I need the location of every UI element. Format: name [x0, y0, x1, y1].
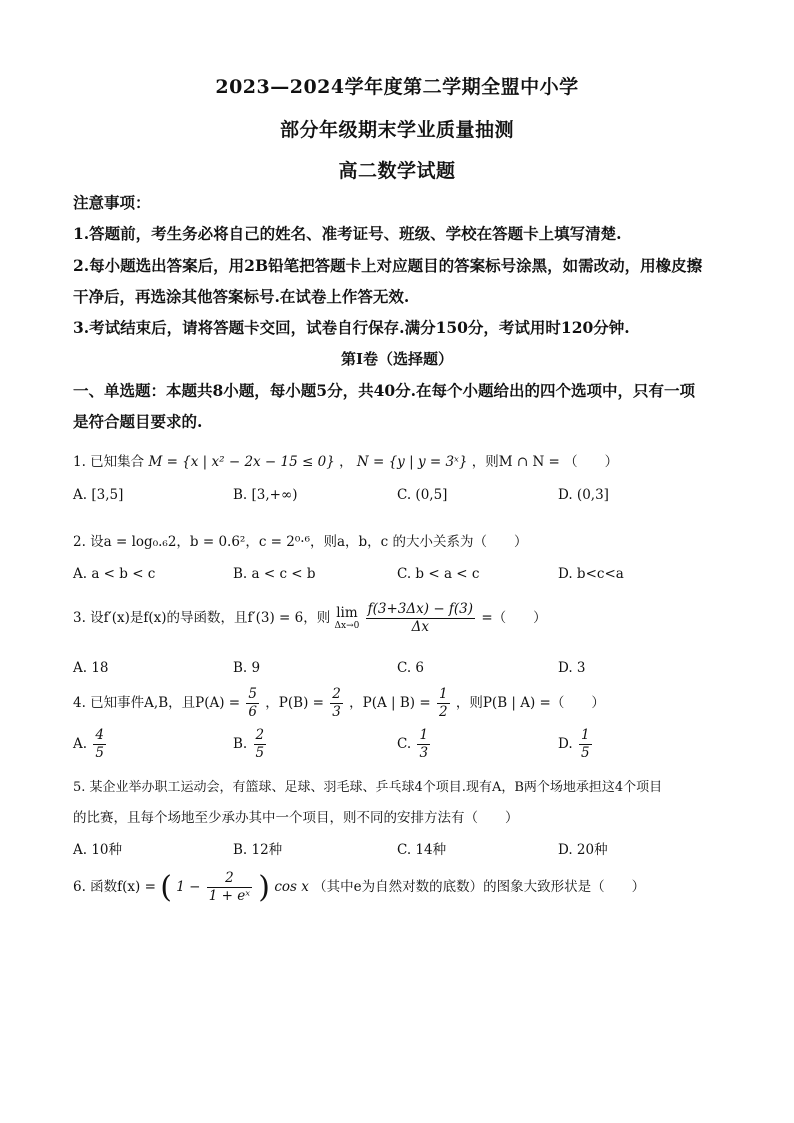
q4-pa-numerator: 5 [248, 686, 257, 702]
q4-pab-numerator: 1 [438, 686, 448, 702]
question-5-stem-b: 的比赛，且每个场地至少承办其中一个项目，则不同的安排方法有（ ） [73, 810, 519, 826]
question-4-stem [73, 686, 733, 721]
q4-option-d-denominator: 5 [580, 745, 590, 761]
notice-item-2b: 干净后，再选涂其他答案标号.在试卷上作答无效. [73, 287, 410, 306]
q6-prefix: 6. 函数f(x) = [73, 879, 156, 895]
q4-option-d-numerator: 1 [580, 727, 590, 743]
q1-option-a: A. [3,5] [73, 487, 124, 503]
q1-option-b: B. [3,+∞) [233, 487, 298, 503]
q4-option-d [558, 727, 594, 762]
notice-heading: 注意事项： [73, 193, 151, 212]
q3-option-b: B. 9 [233, 660, 261, 676]
question-1-stem [73, 450, 733, 470]
q2-option-d: D. b<c<a [558, 566, 624, 582]
q4-option-c [397, 727, 432, 762]
notice-item-3: 3.考试结束后，请将答题卡交回，试卷自行保存.满分150分，考试用时120分钟. [73, 318, 630, 337]
q3-option-a: A. 18 [73, 660, 109, 676]
q1-suffix: ，则M ∩ N = （ ） [471, 454, 619, 470]
q4-prefix: 4. 已知事件A,B，且P(A) = [73, 695, 241, 711]
q2-option-c: C. b < a < c [397, 566, 480, 582]
q4-pa-fraction [246, 686, 259, 721]
q2-option-b: B. a < c < b [233, 566, 316, 582]
q4-option-a-fraction [93, 727, 106, 762]
q4-pab-denominator: 2 [438, 704, 448, 720]
q3-fraction [366, 601, 475, 636]
q4-option-b [233, 727, 268, 762]
q4-option-b-fraction [254, 727, 267, 762]
q4-option-c-numerator: 1 [419, 727, 429, 743]
notice-item-2a: 2.每小题选出答案后，用2B铅笔把答题卡上对应题目的答案标号涂黑，如需改动，用橡皮擦 [73, 256, 703, 275]
q3-fraction-numerator: f(3+3Δx) − f(3) [367, 601, 474, 617]
exam-title-line-3: 高二数学试题 [338, 160, 456, 182]
q3-limit-word: lim [336, 605, 358, 621]
q6-paren-close: ) [258, 870, 271, 905]
q6-one-minus: 1 − [176, 879, 201, 895]
q4-option-d-label: D. [558, 736, 573, 752]
question-2-stem: 2. 设a = log₀.₆2，b = 0.6²，c = 2⁰·⁶，则a，b，c 的大小关系为（ ） [73, 534, 528, 550]
q1-set-n: N = {y | y = 3ˣ} [356, 454, 468, 470]
q6-suffix: （其中e为自然对数的底数）的图象大致形状是（ ） [313, 879, 646, 895]
q4-suffix: ，则P(B | A) =（ ） [455, 695, 605, 711]
q4-mid-1: ，P(B) = [265, 695, 324, 711]
q4-option-b-label: B. [233, 736, 248, 752]
q4-pab-fraction [437, 686, 450, 721]
section-instructions-a: 一、单选题：本题共8小题，每小题5分，共40分.在每个小题给出的四个选项中，只有一项 [73, 381, 696, 400]
q6-fraction [207, 870, 252, 905]
q6-cos: cos x [274, 879, 309, 895]
exam-title-line-2: 部分年级期末学业质量抽测 [279, 119, 514, 141]
section-title: 第Ⅰ卷（选择题） [340, 350, 454, 368]
q4-pb-denominator: 3 [332, 704, 341, 720]
notice-item-1: 1.答题前，考生务必将自己的姓名、准考证号、班级、学校在答题卡上填写清楚. [73, 224, 622, 243]
q5-option-c: C. 14种 [397, 842, 447, 858]
q3-limit-sub: Δx→0 [334, 621, 360, 631]
q6-fraction-numerator: 2 [207, 870, 252, 888]
q4-option-a [73, 727, 108, 762]
question-5-stem-a: 5. 某企业举办职工运动会，有篮球、足球、羽毛球、乒乓球4个项目.现有A，B两个场地承担这4个项目 [73, 780, 663, 795]
q4-option-a-label: A. [73, 736, 88, 752]
q4-pb-fraction [330, 686, 343, 721]
q4-option-b-denominator: 5 [255, 745, 265, 761]
q1-option-c: C. (0,5] [397, 487, 448, 503]
q1-set-m: M = {x | x² − 2x − 15 ≤ 0} [148, 454, 335, 470]
q4-pb-numerator: 2 [332, 686, 341, 702]
q1-sep: ， [339, 454, 353, 470]
q5-option-a: A. 10种 [73, 842, 123, 858]
q4-option-c-denominator: 3 [419, 745, 429, 761]
q3-suffix: =（ ） [481, 610, 547, 626]
q4-option-c-fraction [417, 727, 430, 762]
q4-mid-2: ，P(A | B) = [349, 695, 431, 711]
q3-fraction-denominator: Δx [411, 619, 430, 635]
q1-prefix: 1. 已知集合 [73, 454, 145, 470]
section-instructions-b: 是符合题目要求的. [73, 412, 203, 431]
q3-prefix: 3. 设f′(x)是f(x)的导函数，且f′(3) = 6，则 [73, 610, 331, 626]
q3-limit [335, 606, 360, 631]
q6-fraction-denominator: 1 + eˣ [208, 888, 250, 904]
q3-option-c: C. 6 [397, 660, 425, 676]
exam-title-line-1: 2023—2024学年度第二学期全盟中小学 [215, 76, 579, 98]
question-3-stem [73, 601, 733, 636]
q4-option-a-numerator: 4 [95, 727, 104, 743]
q4-option-a-denominator: 5 [95, 745, 104, 761]
q4-pa-denominator: 6 [248, 704, 257, 720]
q3-option-d: D. 3 [558, 660, 586, 676]
q2-option-a: A. a < b < c [73, 566, 156, 582]
q4-option-c-label: C. [397, 736, 412, 752]
question-6-stem [73, 870, 733, 905]
q4-option-d-fraction [579, 727, 592, 762]
q5-option-b: B. 12种 [233, 842, 283, 858]
q4-option-b-numerator: 2 [255, 727, 265, 743]
q1-option-d: D. (0,3] [558, 487, 609, 503]
q6-paren-open: ( [160, 870, 172, 905]
q5-option-d: D. 20种 [558, 842, 608, 858]
